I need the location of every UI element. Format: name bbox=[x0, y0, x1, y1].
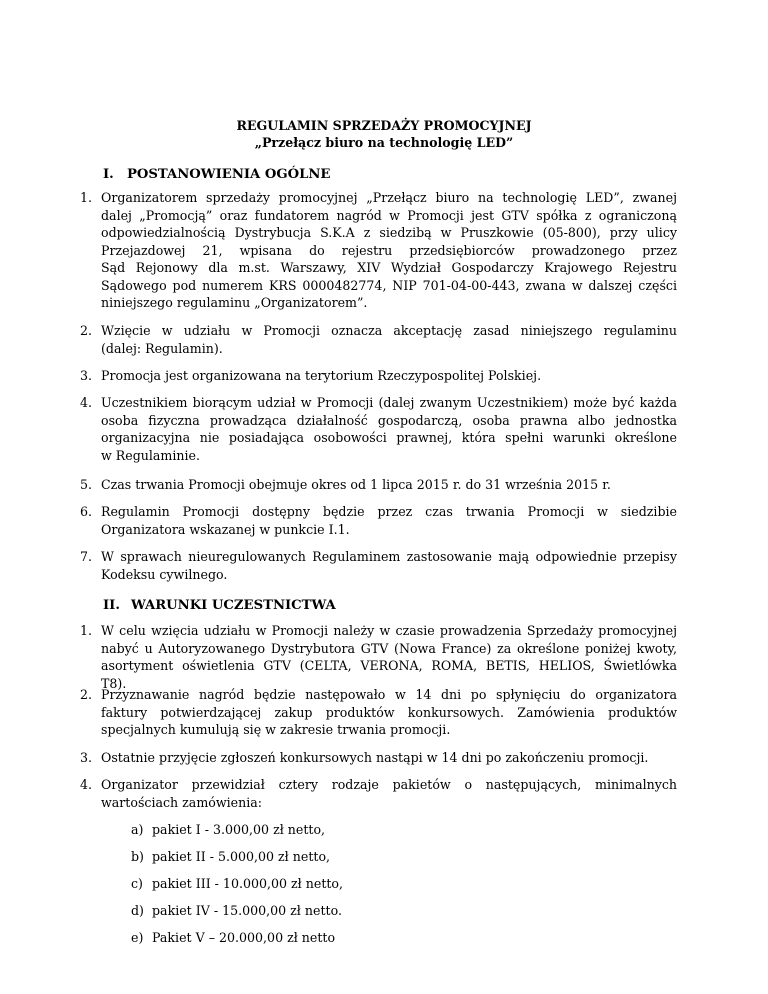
text-line: Promocja jest organizowana na terytorium Rzeczypospolitej Polskiej. bbox=[101, 368, 542, 383]
package-text: Pakiet V – 20.000,00 zł netto bbox=[152, 930, 336, 945]
item-number: 6. bbox=[80, 504, 93, 519]
package-text: pakiet I - 3.000,00 zł netto, bbox=[152, 822, 326, 837]
text-line: odpowiedzialnością Dystrybucja S.K.A z siedzibą w Pruszkowie (05-800), przy ulicy bbox=[101, 225, 677, 240]
text-line: specjalnych kumulują się w zakresie trwania promocji. bbox=[101, 722, 451, 737]
item-number: 2. bbox=[80, 687, 93, 702]
text-line: osoba fizyczna prowadząca działalność gospodarczą, osoba prawna albo jednostka bbox=[101, 412, 677, 428]
list-item bbox=[80, 503, 677, 538]
item-number: 1. bbox=[80, 190, 93, 205]
item-number: 3. bbox=[80, 750, 93, 765]
package-item bbox=[131, 902, 342, 920]
section-heading-1 bbox=[103, 166, 331, 184]
list-item bbox=[80, 367, 677, 385]
text-line: Przyznawanie nagród będzie następowało w 14 dni po spłynięciu do organizatora bbox=[101, 687, 677, 702]
text-line: Kodeksu cywilnego. bbox=[101, 566, 228, 582]
text-line: W sprawach nieuregulowanych Regulaminem zastosowanie mają odpowiednie przepisy bbox=[101, 549, 677, 564]
text-line: organizacyjna nie posiadająca osobowości prawnej, która spełni warunki określone bbox=[101, 430, 677, 445]
text-line: faktury potwierdzającej zakup produktów konkursowych. Zamówienia produktów bbox=[101, 704, 677, 720]
section-heading-2 bbox=[103, 597, 336, 615]
list-item bbox=[80, 686, 677, 739]
text-line: w Regulaminie. bbox=[101, 447, 200, 463]
package-text: pakiet III - 10.000,00 zł netto, bbox=[152, 876, 344, 891]
text-line: Sąd Rejonowy dla m.st. Warszawy, XIV Wydział Gospodarczy Krajowego Rejestru bbox=[101, 260, 677, 275]
package-letter: c) bbox=[131, 876, 143, 891]
text-line: W celu wzięcia udziału w Promocji należy w czasie prowadzenia Sprzedaży promocyjnej bbox=[101, 623, 677, 638]
text-line: Czas trwania Promocji obejmuje okres od 1 lipca 2015 r. do 31 września 2015 r. bbox=[101, 477, 611, 492]
list-item bbox=[80, 476, 677, 494]
document-subtitle: „Przełącz biuro na technologię LED” bbox=[254, 135, 514, 150]
text-line: asortyment oświetlenia GTV (CELTA, VERONA, ROMA, BETIS, HELIOS, Świetlówka bbox=[101, 658, 677, 673]
package-item bbox=[131, 929, 335, 947]
item-number: 4. bbox=[80, 395, 93, 410]
item-number: 7. bbox=[80, 549, 93, 564]
package-letter: a) bbox=[131, 822, 144, 837]
text-line: (dalej: Regulamin). bbox=[101, 340, 223, 356]
list-item bbox=[80, 776, 677, 811]
package-letter: d) bbox=[131, 903, 144, 918]
package-text: pakiet IV - 15.000,00 zł netto. bbox=[152, 903, 342, 918]
list-item bbox=[80, 322, 677, 357]
item-number: 4. bbox=[80, 777, 93, 792]
package-text: pakiet II - 5.000,00 zł netto, bbox=[152, 849, 331, 864]
item-number: 5. bbox=[80, 477, 93, 492]
item-number: 1. bbox=[80, 623, 93, 638]
list-item bbox=[80, 548, 677, 583]
section-number: II. bbox=[103, 598, 120, 613]
document-title: REGULAMIN SPRZEDAŻY PROMOCYJNEJ bbox=[236, 118, 532, 133]
section-title: WARUNKI UCZESTNICTWA bbox=[131, 598, 336, 613]
package-letter: b) bbox=[131, 849, 144, 864]
text-line: Organizatorem sprzedaży promocyjnej „Przełącz biuro na technologię LED”, zwanej bbox=[101, 190, 677, 205]
package-item bbox=[131, 875, 343, 893]
item-number: 3. bbox=[80, 368, 93, 383]
text-line: Regulamin Promocji dostępny będzie przez czas trwania Promocji w siedzibie bbox=[101, 504, 677, 519]
text-line: Ostatnie przyjęcie zgłoszeń konkursowych nastąpi w 14 dni po zakończeniu promocji. bbox=[101, 750, 649, 765]
text-line: Organizator przewidział cztery rodzaje pakietów o następujących, minimalnych bbox=[101, 777, 677, 792]
list-item bbox=[80, 189, 677, 312]
section-number: I. bbox=[103, 167, 114, 182]
package-item bbox=[131, 848, 330, 866]
list-item bbox=[80, 394, 677, 464]
list-item bbox=[80, 622, 677, 692]
text-line: T8). bbox=[101, 675, 127, 691]
text-line: Sądowego pod numerem KRS 0000482774, NIP 701-04-00-443, zwana w dalszej części bbox=[101, 277, 677, 293]
text-line: dalej „Promocją” oraz fundatorem nagród w Promocji jest GTV spółka z ograniczoną bbox=[101, 207, 677, 223]
text-line: Organizatora wskazanej w punkcie I.1. bbox=[101, 521, 350, 537]
list-item bbox=[80, 749, 677, 767]
text-line: wartościach zamówienia: bbox=[101, 794, 262, 810]
text-line: Wzięcie w udziału w Promocji oznacza akceptację zasad niniejszego regulaminu bbox=[101, 323, 677, 338]
text-line: nabyć u Autoryzowanego Dystrybutora GTV (Nowa France) za określone poniżej kwoty, bbox=[101, 640, 677, 656]
item-number: 2. bbox=[80, 323, 93, 338]
package-letter: e) bbox=[131, 930, 144, 945]
package-item bbox=[131, 821, 325, 839]
text-line: Uczestnikiem biorącym udział w Promocji (dalej zwanym Uczestnikiem) może być każda bbox=[101, 395, 677, 410]
section-title: POSTANOWIENIA OGÓLNE bbox=[127, 167, 331, 182]
text-line: Przejazdowej 21, wpisana do rejestru przedsiębiorców prowadzonego przez bbox=[101, 242, 677, 258]
text-line: niniejszego regulaminu „Organizatorem”. bbox=[101, 295, 368, 310]
